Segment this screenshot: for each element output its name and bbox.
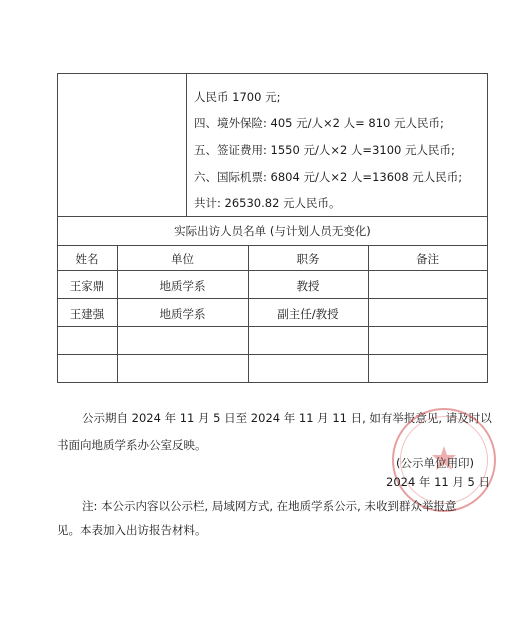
header-unit: 单位	[171, 252, 194, 266]
table-top-border	[57, 73, 488, 74]
header-name: 姓名	[75, 252, 99, 266]
budget-line-airfare: 六、国际机票: 6804 元/人×2 人=13608 元人民币;	[194, 170, 463, 184]
budget-line-visa: 五、签证费用: 1550 元/人×2 人=3100 元人民币;	[194, 143, 455, 157]
notice-date: 2024 年 11 月 5 日	[386, 475, 490, 489]
header-position: 职务	[296, 252, 320, 266]
budget-line-rmb: 人民币 1700 元;	[194, 90, 281, 104]
header-remark: 备注	[416, 252, 439, 266]
table-row-unit: 地质学系	[159, 279, 206, 293]
notice-line-2: 书面向地质学系办公室反映。	[57, 438, 207, 452]
table-row-position: 教授	[296, 279, 320, 293]
seal-unit-label: (公示单位用印)	[396, 456, 474, 470]
table-row-position: 副主任/教授	[277, 307, 339, 321]
notice-line-1: 公示期自 2024 年 11 月 5 日至 2024 年 11 月 11 日, 如有举报意见, 请及时以	[82, 411, 492, 425]
budget-total: 共计: 26530.82 元人民币。	[194, 196, 341, 210]
table-row-name: 王家鼎	[69, 279, 105, 293]
table-row-unit: 地质学系	[159, 307, 206, 321]
label-column-divider	[186, 73, 187, 216]
roster-title: 实际出访人员名单 (与计划人员无变化)	[174, 224, 371, 238]
budget-line-insurance: 四、境外保险: 405 元/人×2 人= 810 元人民币;	[194, 116, 444, 130]
note-line-1: 注: 本公示内容以公示栏, 局域网方式, 在地质学系公示, 未收到群众举报意	[82, 499, 457, 513]
table-row-name: 王建强	[69, 307, 105, 321]
note-line-2: 见。本表加入出访报告材料。	[57, 523, 207, 537]
